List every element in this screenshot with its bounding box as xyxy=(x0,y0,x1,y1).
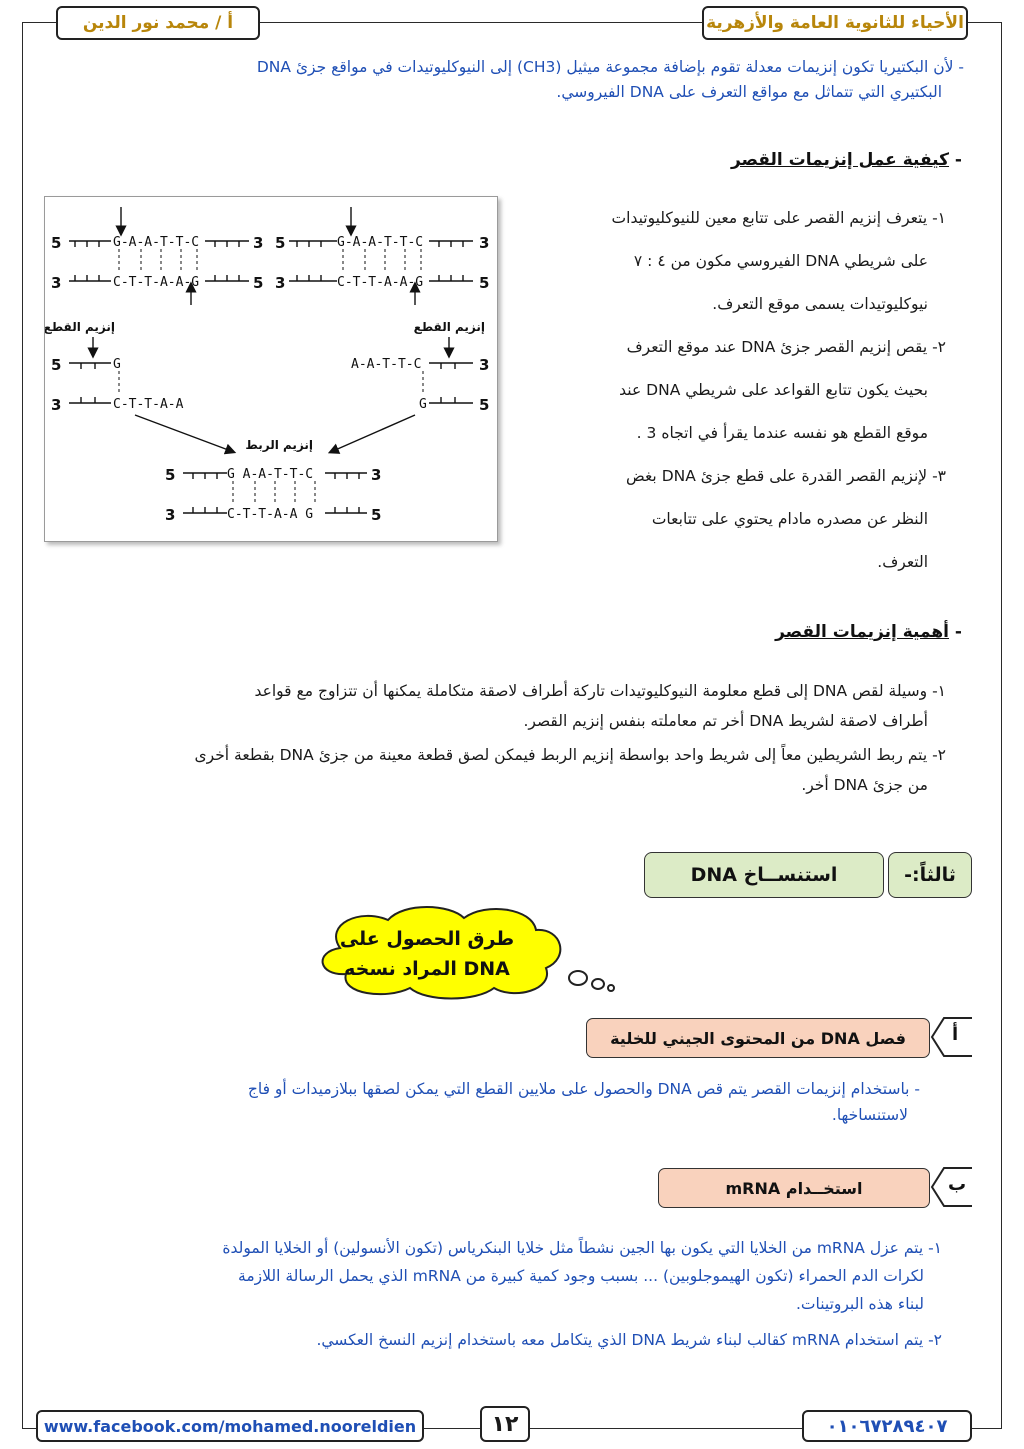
section-title-how-text: كيفية عمل إنزيمات القصر xyxy=(730,150,950,170)
end-label: 5 xyxy=(51,356,62,374)
end-label: 3 xyxy=(253,234,264,252)
seq-top-right: G-A-A-T-T-C xyxy=(337,235,424,250)
joined-top: G A-A-T-T-C xyxy=(227,467,314,482)
frag-left-bottom: C-T-T-A-A xyxy=(113,397,184,412)
end-label: 5 xyxy=(371,506,382,524)
how-point-3: ٣- لإنزيم القصر القدرة على قطع جزئ DNA بغض xyxy=(625,467,946,485)
end-label: 3 xyxy=(479,356,490,374)
joined-bottom: C-T-T-A-A G xyxy=(227,507,314,522)
method-a-letter: أ xyxy=(952,1024,959,1045)
importance-point-2-line-2: من جزئ DNA أخر. xyxy=(801,776,928,794)
importance-point-2: ٢- يتم ربط الشريطين معاً إلى شريط واحد بواسطة إنزيم الربط فيمكن لصق قطعة معينة من جزئ DNA بقطعة أخرى xyxy=(194,746,946,764)
importance-point-1: ١- وسيلة لقص DNA إلى قطع معلومة النيوكليوتيدات تاركة أطراف لاصقة متكاملة يمكنها أن تتزاوج مع قواعد xyxy=(254,682,946,700)
label-cutting-enzyme-right: إنزيم القطع xyxy=(413,320,485,334)
seq-bottom-right: C-T-T-A-A-G xyxy=(337,275,424,290)
method-b-title: استخــدام mRNA xyxy=(658,1168,930,1208)
intro-line-2: البكتيري التي تتماثل مع مواقع التعرف على DNA الفيروسي. xyxy=(556,83,942,101)
end-label: 5 xyxy=(253,274,264,292)
method-a-title: فصل DNA من المحتوى الجيني للخلية xyxy=(586,1018,930,1058)
method-a-line-1: - باستخدام إنزيمات القصر يتم قص DNA والحصول على ملايين القطع التي يمكن لصقها ببلازميدات أو فاج xyxy=(247,1080,920,1098)
how-point-1: ١- يتعرف إنزيم القصر على تتابع معين للنيوكليوتيدات xyxy=(611,209,946,227)
method-b-point-2: ٢- يتم استخدام mRNA كقالب لبناء شريط DNA الذي يتكامل معه باستخدام إنزيم النسخ العكسي. xyxy=(316,1331,942,1349)
how-point-2-line-3: موقع القطع هو نفسه عندما يقرأ في اتجاه 3 . xyxy=(636,424,928,442)
frag-left-top: G xyxy=(113,357,121,372)
footer-facebook-link[interactable]: www.facebook.com/mohamed.nooreldien xyxy=(36,1410,424,1442)
section-title-importance: - أهمية إنزيمات القصر xyxy=(775,622,962,642)
method-b-letter: ب xyxy=(948,1174,967,1195)
cloud-text xyxy=(318,924,536,984)
label-ligase: إنزيم الربط xyxy=(245,438,313,452)
how-point-1-line-2: على شريطي DNA الفيروسي مكون من ٤ : ٧ xyxy=(633,252,928,270)
how-point-2: ٢- يقص إنزيم القصر جزئ DNA عند موقع التعرف xyxy=(626,338,946,356)
dna-cut-ligate-svg xyxy=(45,197,497,541)
method-b-point-1-line-3: لبناء هذه البروتينات. xyxy=(795,1295,924,1313)
footer-page-number: ١٢ xyxy=(480,1406,530,1442)
method-a-line-2: لاستنساخها. xyxy=(831,1106,908,1124)
header-course-title: الأحياء للثانوية العامة والأزهرية xyxy=(702,6,968,40)
end-label: 5 xyxy=(479,274,490,292)
end-label: 5 xyxy=(275,234,286,252)
end-label: 3 xyxy=(275,274,286,292)
end-label: 3 xyxy=(371,466,382,484)
end-label: 3 xyxy=(51,274,62,292)
cloud-line-2: DNA المراد نسخه xyxy=(344,958,510,980)
cloud-line-1: طرق الحصول على xyxy=(339,928,515,950)
intro-line-1: - لأن البكتيريا تكون إنزيمات معدلة تقوم بإضافة مجموعة ميثيل (CH3) إلى النيوكليوتيدات في مواقع جزئ DNA xyxy=(256,58,964,76)
header-author: أ / محمد نور الدين xyxy=(56,6,260,40)
how-point-3-line-3: التعرف. xyxy=(877,553,928,571)
seq-bottom-left: C-T-T-A-A-G xyxy=(113,275,200,290)
section-title-importance-text: أهمية إنزيمات القصر xyxy=(775,622,950,642)
third-section-label: ثالثاً:- xyxy=(888,852,972,898)
how-point-2-line-2: بحيث يكون تتابع القواعد على شريطي DNA عند xyxy=(619,381,928,399)
intro-paragraph xyxy=(44,55,964,105)
frag-right-top: A-A-T-T-C xyxy=(351,357,422,372)
section-title-how: - كيفية عمل إنزيمات القصر xyxy=(730,150,962,170)
how-point-1-line-3: نيوكليوتيدات يسمى موقع التعرف. xyxy=(712,295,928,313)
method-a-text xyxy=(60,1076,920,1128)
third-section-title: استنســاخ DNA xyxy=(644,852,884,898)
method-b-point-1: ١- يتم عزل mRNA من الخلايا التي يكون بها الجين نشطاً مثل خلايا البنكرياس (تكون الأنسولين) أو الخلايا المولدة xyxy=(222,1239,942,1257)
footer-phone: ٠١٠٦٧٢٨٩٤٠٧ xyxy=(802,1410,972,1442)
end-label: 3 xyxy=(479,234,490,252)
method-b-points xyxy=(42,1234,942,1354)
importance-points-list xyxy=(46,676,946,800)
end-label: 5 xyxy=(51,234,62,252)
how-points-list xyxy=(526,197,946,584)
end-label: 5 xyxy=(479,396,490,414)
end-label: 3 xyxy=(51,396,62,414)
frag-right-bottom: G xyxy=(419,397,427,412)
how-point-3-line-2: النظر عن مصدره مادام يحتوي على تتابعات xyxy=(651,510,928,528)
importance-point-1-line-2: أطراف لاصقة لشريط DNA أخر تم معاملته بنفس إنزيم القصر. xyxy=(523,712,928,730)
end-label: 5 xyxy=(165,466,176,484)
label-cutting-enzyme-left: إنزيم القطع xyxy=(45,320,115,334)
end-label: 3 xyxy=(165,506,176,524)
seq-top-left: G-A-A-T-T-C xyxy=(113,235,200,250)
restriction-enzyme-diagram xyxy=(44,196,498,542)
method-b-point-1-line-2: لكرات الدم الحمراء (تكون الهيموجلوبين) ... بسبب وجود كمية كبيرة من mRNA الذي يحمل الرسالة اللازمة xyxy=(238,1267,924,1285)
